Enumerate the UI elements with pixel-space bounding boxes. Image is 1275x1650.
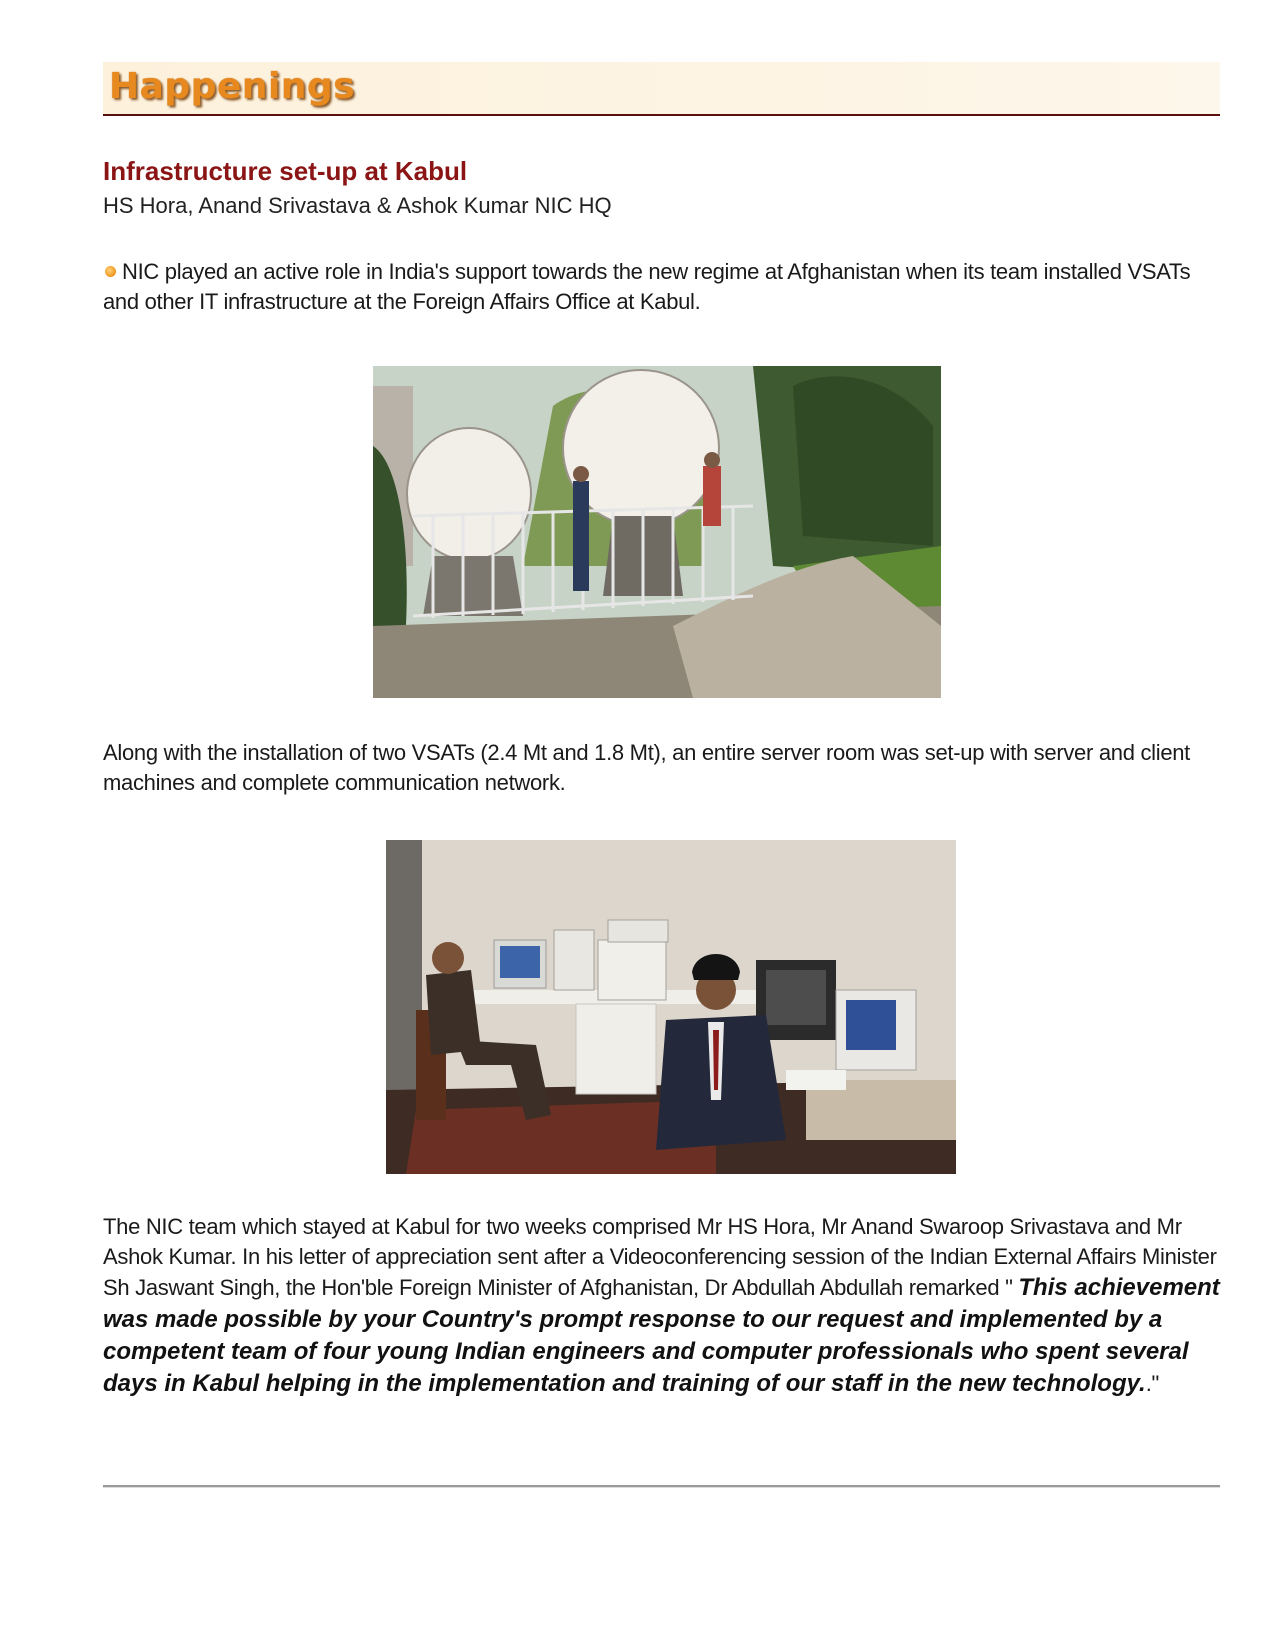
section-banner [103,62,1220,116]
server-room-photo [386,840,956,1174]
paragraph-team-lead: The NIC team which stayed at Kabul for two weeks comprised Mr HS Hora, Mr Anand Swaroop Srivastava and Mr Ashok Kumar. In his letter of appreciation sent after a Videoconferencing session of the Indian External Affairs Minister Sh Jaswant Singh, the Hon'ble Foreign Minister of Afghanistan, Dr Abdullah Abdullah remarked " [103,1214,1217,1300]
paragraph-team [103,1212,1220,1400]
banner-title: Happenings [109,66,356,107]
article-title: Infrastructure set-up at Kabul [103,156,468,186]
vsat-dishes-photo [373,366,941,698]
article-byline: HS Hora, Anand Srivastava & Ashok Kumar NIC HQ [103,193,612,218]
paragraph-team-tail: ." [1145,1371,1160,1396]
bullet-dot-icon [105,266,116,277]
paragraph-intro [103,257,1220,317]
minister-quote: This achievement was made possible by your Country's prompt response to our request and implemented by a competent team of four young Indian engineers and computer professionals who spent several days in Kabul helping in the implementation and training of our staff in the new technology. [103,1274,1220,1397]
paragraph-vsat: Along with the installation of two VSATs (2.4 Mt and 1.8 Mt), an entire server room was set-up with server and client machines and complete communication network. [103,740,1190,795]
page-content [103,62,1220,1397]
bottom-divider [103,1485,1220,1488]
paragraph-intro-text: NIC played an active role in India's support towards the new regime at Afghanistan when its team installed VSATs and other IT infrastructure at the Foreign Affairs Office at Kabul. [103,259,1191,314]
